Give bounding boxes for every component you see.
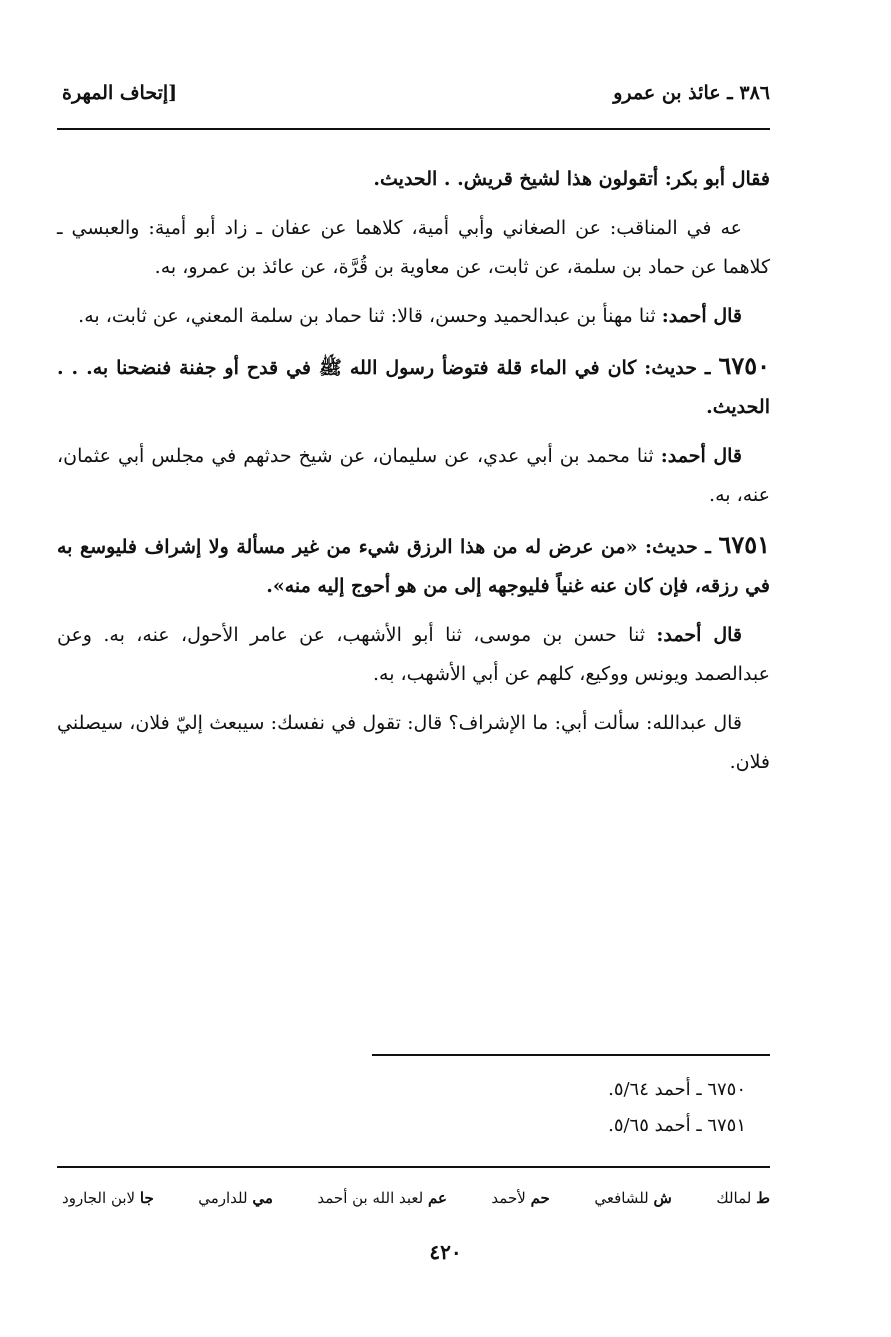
paragraph-ahmad-3: [57, 616, 770, 694]
abbreviation-code: حم: [530, 1189, 550, 1207]
hadith-number: ٦٧٥١: [718, 530, 770, 559]
hadith-6751: [57, 525, 770, 606]
header-divider: [57, 128, 770, 130]
paragraph-ahmad-2: [57, 437, 770, 515]
page-header: [62, 82, 770, 118]
paragraph-body: ثنا حسن بن موسى، ثنا أبو الأشهب، عن عامر الأحول، عنه، به. وعن عبدالصمد ويونس ووكيع، كلهم عن أبي الأشهب، به.: [57, 624, 770, 685]
footnote-6750: ٦٧٥٠ ـ أحمد ٥/٦٤.: [608, 1079, 746, 1100]
paragraph-lead: قال أحمد:: [656, 624, 742, 646]
abbreviation-item: [716, 1183, 770, 1213]
paragraph-manaqib: عه في المناقب: عن الصغاني وأبي أمية، كلاهما عن عفان ـ زاد أبو أمية: والعبسي ـ كلاهما عن حماد بن سلمة، عن ثابت، عن معاوية بن قُرَّة، عن عائذ بن عمرو، به.: [57, 217, 770, 278]
header-chapter-title: ٣٨٦ ـ عائذ بن عمرو: [613, 82, 770, 104]
abbreviation-label: للدارمي: [198, 1189, 248, 1207]
hadith-6750: [57, 346, 770, 427]
footnotes: [608, 1072, 746, 1144]
footnote-divider: [372, 1054, 770, 1056]
paragraph-body: ثنا مهنأ بن عبدالحميد وحسن، قالا: ثنا حماد بن سلمة المعني، عن ثابت، به.: [78, 305, 662, 327]
abbreviation-item: [317, 1183, 447, 1213]
paragraph-lead: قال أحمد:: [660, 445, 742, 467]
paragraph-body: ثنا محمد بن أبي عدي، عن سليمان، عن شيخ حدثهم في مجلس أبي عثمان، عنه، به.: [57, 445, 770, 506]
abbreviation-divider: [57, 1166, 770, 1168]
hadith-number: ٦٧٥٠: [718, 351, 770, 380]
abbreviation-key: [62, 1183, 770, 1213]
paragraph-abu-bakr: فقال أبو بكر: أتقولون هذا لشيخ قريش. . الحديث.: [373, 168, 770, 190]
paragraph-abdullah: قال عبدالله: سألت أبي: ما الإشراف؟ قال: تقول في نفسك: سيبعث إليّ فلان، سيصلني فلان.: [57, 712, 770, 773]
hadith-text: ـ حديث: «من عرض له من هذا الرزق شيء من غير مسألة ولا إشراف فليوسع به في رزقه، فإن كان عنه غنياً فليوجهه إلى من هو أحوج إليه منه».: [57, 536, 770, 597]
abbreviation-code: ش: [653, 1189, 672, 1207]
abbreviation-item: [198, 1183, 273, 1213]
footnote-6751: ٦٧٥١ ـ أحمد ٥/٦٥.: [608, 1115, 746, 1136]
abbreviation-code: ط: [756, 1189, 770, 1207]
abbreviation-code: جا: [139, 1189, 154, 1207]
abbreviation-item: [62, 1183, 154, 1213]
abbreviation-label: لأحمد: [491, 1189, 526, 1207]
header-book-title: [إتحاف المهرة: [62, 82, 178, 104]
page-number: ٤٢٠: [429, 1240, 462, 1264]
main-text: [57, 160, 770, 792]
abbreviation-label: للشافعي: [594, 1189, 649, 1207]
abbreviation-label: لمالك: [716, 1189, 752, 1207]
abbreviation-label: لابن الجارود: [62, 1189, 136, 1207]
abbreviation-code: مي: [252, 1189, 273, 1207]
abbreviation-item: [594, 1183, 672, 1213]
abbreviation-code: عم: [428, 1189, 447, 1207]
paragraph-lead: قال أحمد:: [661, 305, 742, 327]
paragraph-ahmad-1: [57, 297, 770, 336]
abbreviation-item: [491, 1183, 549, 1213]
hadith-text: ـ حديث: كان في الماء قلة فتوضأ رسول الله ﷺ في قدح أو جفنة فنضحنا به. . . الحديث.: [57, 357, 770, 418]
abbreviation-label: لعبد الله بن أحمد: [317, 1189, 424, 1207]
